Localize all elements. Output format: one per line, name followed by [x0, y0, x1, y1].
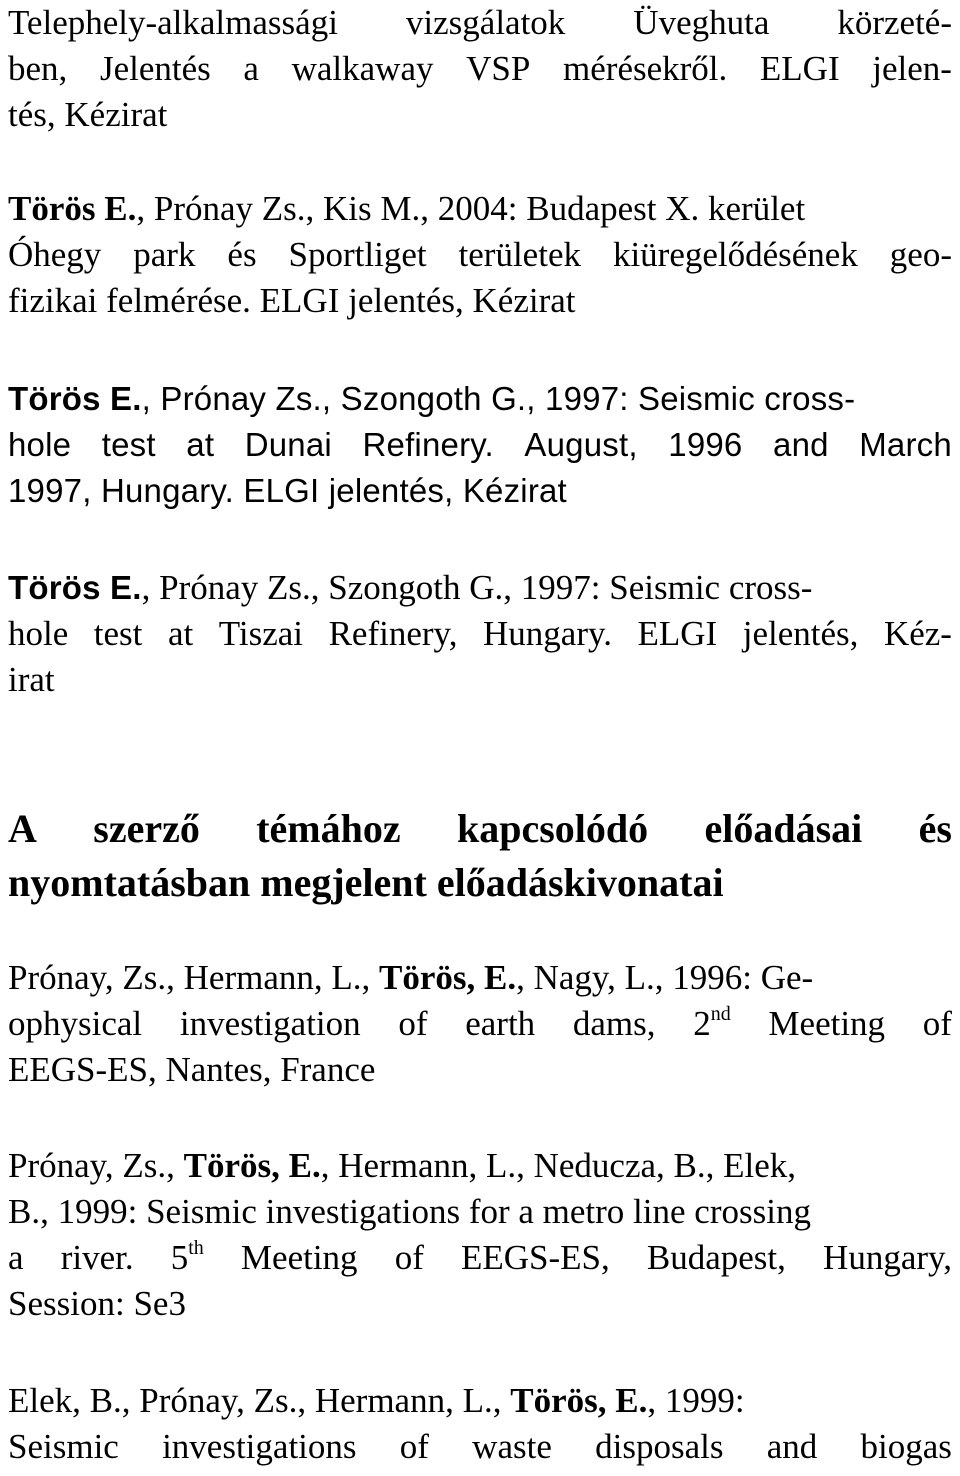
line-text: , Nagy, L., 1996: Ge- — [516, 958, 814, 997]
word: earth — [465, 1004, 536, 1043]
word: Telephely-alkalmassági — [8, 3, 338, 42]
line-text: nyomtatásban megjelent előadáskivonatai — [8, 860, 724, 905]
word: jelentés, — [742, 614, 859, 653]
author-highlight: Törös E. — [8, 189, 137, 228]
reference-line — [8, 1001, 952, 1047]
word: ophysical — [8, 1004, 143, 1043]
line-text: fizikai felmérése. ELGI jelentés, Kézirat — [8, 281, 576, 320]
word: ELGI — [637, 614, 718, 653]
word: test — [101, 426, 156, 463]
line-text: , Prónay Zs., Szongoth G., 1997: Seismic cross- — [141, 568, 813, 607]
word: és — [227, 235, 257, 274]
word: előadásai — [704, 806, 863, 851]
line-text: B., 1999: Seismic investigations for a metro line crossing — [8, 1192, 811, 1231]
word: Meeting — [768, 1004, 886, 1043]
word: 1996 — [668, 426, 743, 463]
author-highlight: Törös E. — [8, 380, 142, 417]
reference-line — [8, 1143, 952, 1189]
word: Kéz- — [883, 614, 952, 653]
heading-line — [8, 802, 952, 856]
word: Dunai — [244, 426, 332, 463]
word: és — [918, 806, 952, 851]
word: jelen- — [872, 49, 952, 88]
word: dams, — [572, 1004, 656, 1043]
word: Refinery. — [362, 426, 494, 463]
ordinal-number: 2 — [693, 1004, 711, 1043]
reference-line — [8, 1424, 952, 1470]
word: of — [399, 1427, 429, 1466]
word: investigations — [162, 1427, 357, 1466]
author-highlight: Törös E. — [8, 569, 142, 606]
word: szerző — [93, 806, 200, 851]
word: park — [133, 235, 196, 274]
reference-line — [8, 565, 952, 611]
line-text: , Hermann, L., Neducza, B., Elek, — [320, 1146, 797, 1185]
line-text: , Prónay Zs., Kis M., 2004: Budapest X. kerület — [136, 189, 806, 228]
word: Seismic — [8, 1427, 119, 1466]
word: at — [167, 614, 194, 653]
reference-line — [8, 186, 952, 232]
reference-line — [8, 955, 952, 1001]
word: Refinery, — [328, 614, 458, 653]
word: mérésekről. — [563, 49, 728, 88]
word: EEGS-ES, — [461, 1238, 610, 1277]
line-text: , 1999: — [647, 1381, 745, 1420]
word: of — [394, 1238, 424, 1277]
word: Sportliget — [288, 235, 427, 274]
word: August, — [524, 426, 638, 463]
heading-line — [8, 856, 952, 910]
reference-line — [8, 1378, 952, 1424]
ordinal-suffix: nd — [710, 1003, 731, 1025]
reference-line — [8, 232, 952, 278]
word: vizsgálatok — [405, 3, 566, 42]
word: river. — [60, 1238, 134, 1277]
word: ELGI — [759, 49, 840, 88]
author-highlight: Törös, E. — [510, 1381, 648, 1420]
line-text: irat — [8, 660, 55, 699]
word: hole — [8, 614, 69, 653]
line-text: Session: Se3 — [8, 1284, 186, 1323]
reference-line — [8, 468, 952, 514]
line-text: , Prónay Zs., Szongoth G., 1997: Seismic cross- — [141, 380, 856, 417]
reference-line — [8, 1281, 952, 1327]
word: területek — [458, 235, 581, 274]
reference-line — [8, 0, 952, 46]
word: walkaway — [291, 49, 434, 88]
reference-line — [8, 1189, 952, 1235]
word: Óhegy — [8, 235, 102, 274]
word: kiüregelődésének — [612, 235, 858, 274]
reference-line — [8, 46, 952, 92]
word: a — [243, 49, 259, 88]
word: Hungary. — [483, 614, 612, 653]
word: témához — [256, 806, 401, 851]
word: disposals — [595, 1427, 724, 1466]
word: Budapest, — [646, 1238, 786, 1277]
ordinal — [171, 1235, 204, 1281]
word: A — [8, 806, 37, 851]
word: of — [922, 1004, 952, 1043]
author-highlight: Törös, E. — [183, 1146, 321, 1185]
word: and — [773, 426, 829, 463]
reference-line — [8, 657, 952, 703]
word: March — [859, 426, 952, 463]
line-text: Prónay, Zs., Hermann, L., — [8, 958, 379, 997]
line-text: tés, Kézirat — [8, 95, 168, 134]
word: Jelentés — [99, 49, 211, 88]
word: of — [398, 1004, 428, 1043]
ordinal — [693, 1001, 731, 1047]
reference-line — [8, 376, 952, 422]
line-text: 1997, Hungary. ELGI jelentés, Kézirat — [8, 472, 567, 509]
word: VSP — [466, 49, 531, 88]
word: Hungary, — [823, 1238, 952, 1277]
word: hole — [8, 426, 72, 463]
reference-line — [8, 278, 952, 324]
word: biogas — [860, 1427, 952, 1466]
word: ben, — [8, 49, 68, 88]
word: Tiszai — [218, 614, 304, 653]
word: kapcsolódó — [456, 806, 649, 851]
word: a — [8, 1238, 24, 1277]
line-text: Prónay, Zs., — [8, 1146, 184, 1185]
ordinal-suffix: th — [188, 1237, 204, 1259]
word: körzeté- — [837, 3, 952, 42]
word: and — [766, 1427, 818, 1466]
reference-line — [8, 1235, 952, 1281]
reference-line — [8, 1047, 952, 1093]
reference-line — [8, 422, 952, 468]
reference-line — [8, 611, 952, 657]
word: at — [186, 426, 215, 463]
word: investigation — [179, 1004, 361, 1043]
line-text: Elek, B., Prónay, Zs., Hermann, L., — [8, 1381, 511, 1420]
word: test — [93, 614, 143, 653]
word: geo- — [889, 235, 952, 274]
word: Meeting — [240, 1238, 358, 1277]
word: Üveghuta — [633, 3, 770, 42]
reference-line — [8, 92, 952, 138]
ordinal-number: 5 — [170, 1238, 189, 1277]
word: waste — [472, 1427, 552, 1466]
line-text: EEGS-ES, Nantes, France — [8, 1050, 376, 1089]
author-highlight: Törös, E. — [379, 958, 517, 997]
